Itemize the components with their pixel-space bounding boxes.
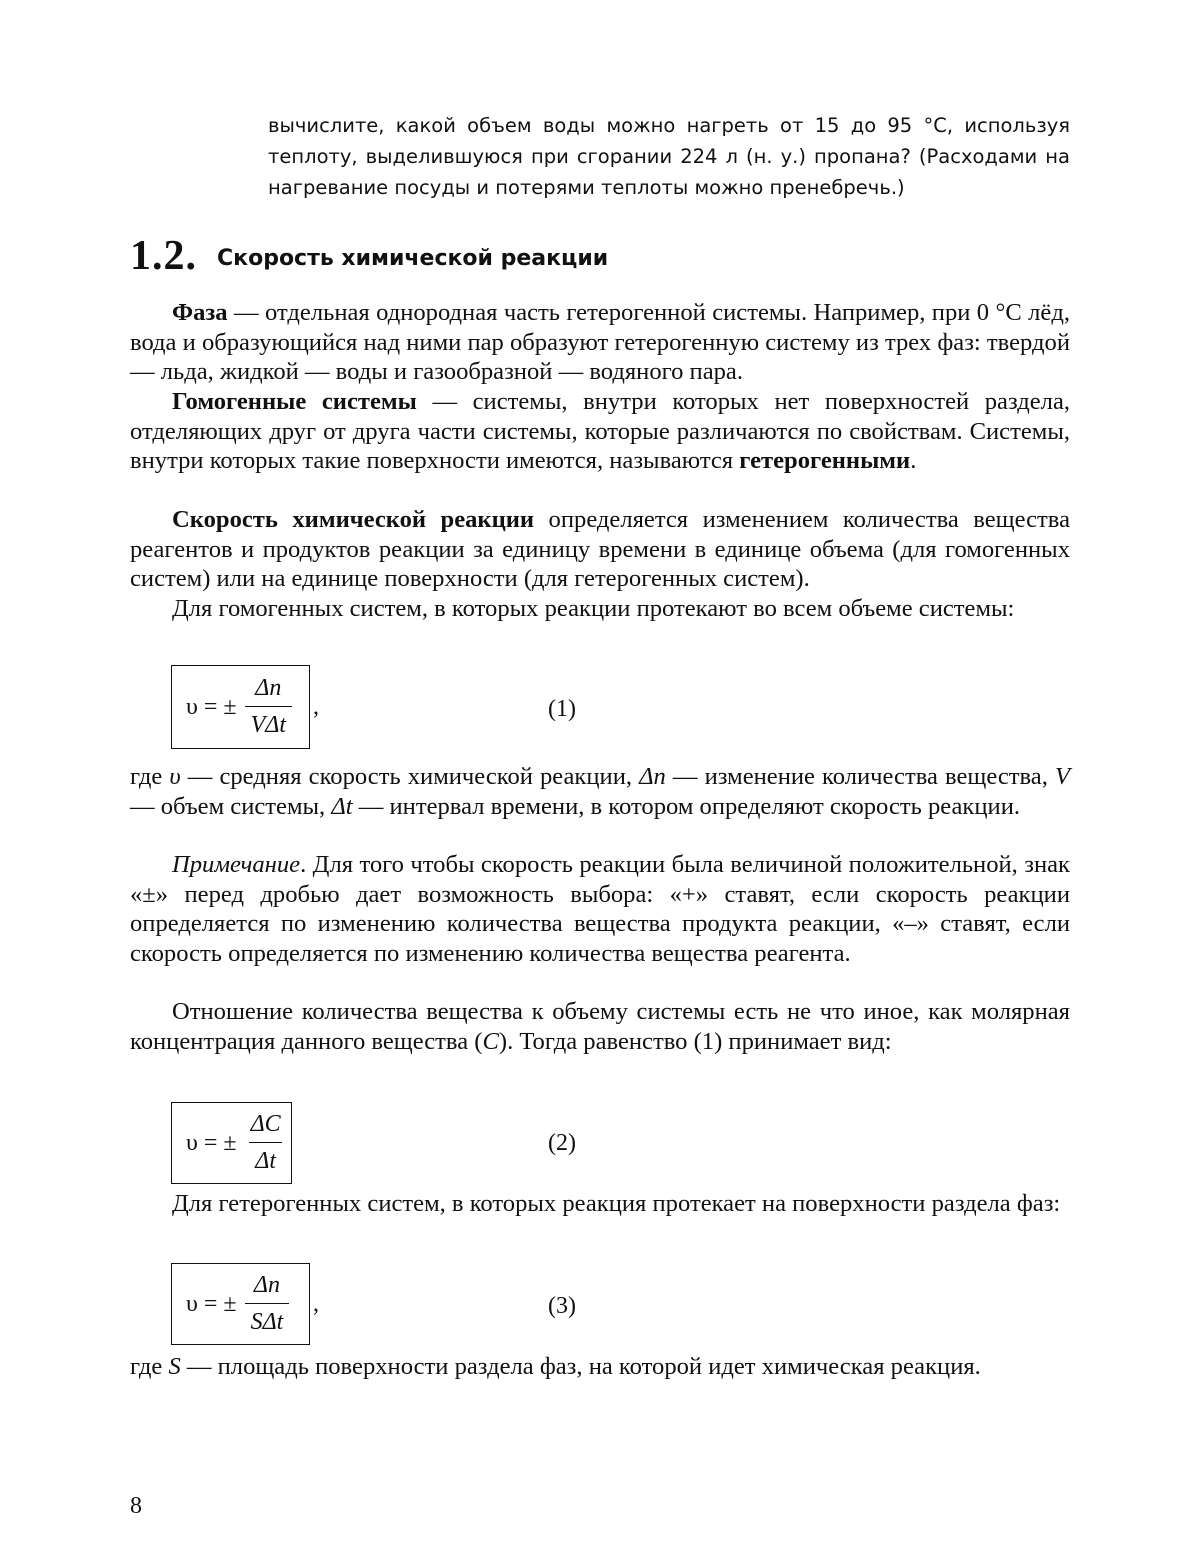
formula-3-numerator: Δn [253, 1272, 281, 1298]
formula-3-fraction [245, 1272, 290, 1336]
formula-2-box [171, 1102, 292, 1184]
paragraph-molar-concentration: Отношение количества вещества к объему системы есть не что иное, как молярная концентрация данного вещества (C). Тогда равенство (1) принимает вид: [130, 998, 1070, 1055]
formula-1-comma: , [313, 694, 319, 720]
section-heading [130, 232, 1070, 280]
formula-3-denominator: SΔt [245, 1303, 290, 1336]
formula-3-box [171, 1263, 310, 1345]
note-label: Примечание [172, 851, 301, 878]
formula-1-lhs: υ = ± [186, 693, 237, 720]
paragraph-heterogeneous-intro: Для гетерогенных систем, в которых реакция протекает на поверхности раздела фаз: [172, 1190, 1061, 1217]
formula-3-number: (3) [548, 1293, 576, 1319]
paragraph-homogeneous-intro: Для гомогенных систем, в которых реакции протекают во всем объеме системы: [172, 595, 1015, 622]
formula-2-fraction [245, 1111, 287, 1175]
paragraph-variables-1: где υ — средняя скорость химической реакции, Δn — изменение количества вещества, V — объем системы, Δt — интервал времени, в котором определяют скорость реакции. [130, 763, 1070, 820]
formula-3 [186, 1264, 289, 1344]
formula-2 [186, 1103, 287, 1183]
section-title: Скорость химической реакции [217, 246, 609, 271]
term-homogeneous: Гомогенные системы [172, 388, 417, 415]
paragraph-variables-2: где S — площадь поверхности раздела фаз, на которой идет химическая реакция. [130, 1353, 981, 1380]
paragraph-note: Примечание. Для того чтобы скорость реакции была величиной положительной, знак «±» перед дробью дает возможность выбора: «+» ставят, если скорость реакции определяется по изменению количества вещества продукта реакции, «–» ставят, если скорость определяется по изменению количества вещества реагента. [130, 851, 1070, 967]
formula-1-box [171, 665, 310, 749]
paragraph-reaction-rate-definition: Скорость химической реакции определяется изменением количества вещества реагентов и продуктов реакции за единицу времени в единице объема (для гомогенных систем) или на единице поверхности (для гетерогенных систем). [130, 506, 1070, 592]
formula-1 [186, 666, 292, 748]
paragraph-homogeneous-systems: Гомогенные системы — системы, внутри которых нет поверхностей раздела, отделяющих друг от друга части системы, которые различаются по свойствам. Системы, внутри которых такие поверхности имеются, называются гетерогенными. [130, 388, 1071, 474]
formula-2-denominator: Δt [249, 1142, 282, 1175]
term-phase: Фаза [172, 299, 228, 326]
term-heterogeneous: гетерогенными [739, 447, 911, 474]
formula-2-lhs: υ = ± [186, 1129, 237, 1156]
paragraph-phase-definition: Фаза — отдельная однородная часть гетерогенной системы. Например, при 0 °С лёд, вода и образующийся над ними пар образуют гетерогенную систему из трех фаз: твердой — льда, жидкой — воды и газообразной — водяного пара. [130, 299, 1070, 385]
formula-1-denominator: VΔt [245, 706, 292, 739]
page-number: 8 [130, 1493, 142, 1519]
term-reaction-rate: Скорость химической реакции [172, 506, 535, 533]
section-number: 1.2. [130, 233, 197, 279]
formula-1-number: (1) [548, 696, 576, 722]
formula-3-comma: , [313, 1291, 319, 1317]
formula-1-numerator: Δn [255, 675, 282, 701]
formula-2-numerator: ΔC [250, 1111, 281, 1137]
formula-2-number: (2) [548, 1130, 576, 1156]
formula-3-lhs: υ = ± [186, 1290, 237, 1317]
exercise-text-continuation: вычислите, какой объем воды можно нагреть от 15 до 95 °С, используя теплоту, выделившуюся при сгорании 224 л (н. у.) пропана? (Расходами на нагревание посуды и потерями теплоты можно пренебречь.) [268, 114, 1070, 199]
formula-1-fraction [245, 675, 292, 739]
